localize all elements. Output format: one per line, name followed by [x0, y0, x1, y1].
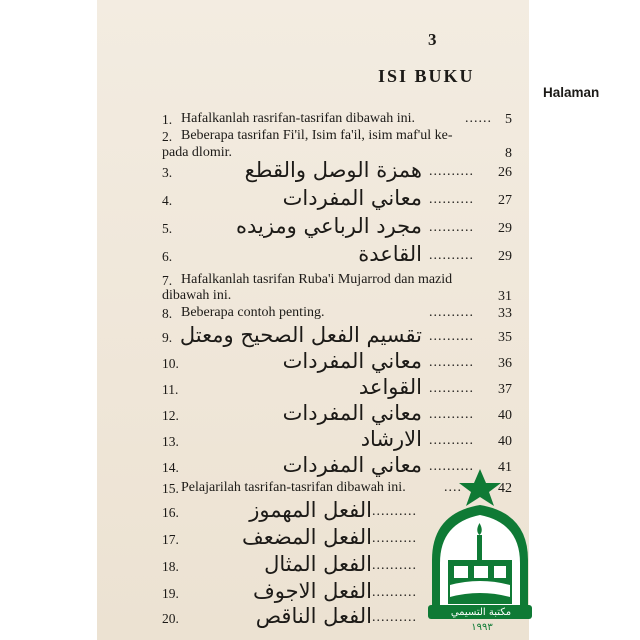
entry-leader-dots: .... [444, 480, 462, 495]
entry-leader-dots: .......... [429, 355, 474, 370]
entry-number: 11. [162, 382, 179, 397]
entry-page: 31 [498, 289, 512, 304]
entry-arabic-title: الفعل الناقص [255, 604, 372, 628]
entry-number: 3. [162, 165, 173, 180]
entry-page: 26 [498, 165, 512, 180]
entry-number: 10. [162, 356, 179, 371]
toc-entry-5 [162, 214, 512, 242]
entry-number: 15. [162, 481, 179, 496]
entry-title: Beberapa contoh penting. [181, 305, 325, 320]
entry-page: 35 [498, 330, 512, 345]
entry-title-continued: dibawah ini. [162, 288, 232, 303]
entry-page: 29 [498, 221, 512, 236]
entry-number: 6. [162, 249, 173, 264]
column-header-halaman: Halaman [543, 85, 600, 100]
entry-arabic-title: معاني المفردات [282, 401, 422, 425]
entry-page: 41 [498, 460, 512, 475]
toc-entry-10 [162, 349, 512, 377]
entry-number: 12. [162, 408, 179, 423]
entry-number: 17. [162, 532, 179, 547]
entry-number: 2. [162, 129, 173, 144]
page-title: ISI BUKU [378, 66, 475, 86]
entry-arabic-title: همزة الوصل والقطع [244, 158, 422, 182]
entry-leader-dots: .......... [372, 531, 417, 546]
entry-title-continued: pada dlomir. [162, 145, 232, 160]
entry-leader-dots: .......... [429, 220, 474, 235]
entry-arabic-title: الارشاد [360, 427, 422, 451]
entry-arabic-title: معاني المفردات [282, 349, 422, 373]
entry-page: 42 [498, 481, 512, 496]
entry-leader-dots: .......... [372, 585, 417, 600]
entry-leader-dots: .......... [429, 381, 474, 396]
entry-number: 4. [162, 193, 173, 208]
entry-title: Beberapa tasrifan Fi'il, Isim fa'il, isim maf'ul ke- [181, 128, 453, 143]
entry-leader-dots: .......... [429, 248, 474, 263]
entry-arabic-title: الفعل المضعف [241, 525, 372, 549]
entry-leader-dots: .......... [429, 459, 474, 474]
entry-number: 9. [162, 330, 173, 345]
entry-leader-dots: ...... [465, 111, 492, 126]
entry-number: 13. [162, 434, 179, 449]
page-number: 3 [428, 30, 437, 49]
toc-entry-4 [162, 186, 512, 214]
library-year: ١٩٩٣ [471, 622, 493, 633]
toc-entry-6 [162, 242, 512, 270]
entry-page: 40 [498, 434, 512, 449]
entry-number: 1. [162, 112, 173, 127]
entry-number: 14. [162, 460, 179, 475]
entry-leader-dots: .......... [429, 164, 474, 179]
entry-leader-dots: .......... [429, 407, 474, 422]
entry-number: 8. [162, 306, 173, 321]
entry-arabic-title: القاعدة [358, 242, 422, 266]
entry-leader-dots: .......... [429, 305, 474, 320]
toc-entry-12 [162, 401, 512, 429]
entry-page: 37 [498, 382, 512, 397]
entry-title: Hafalkanlah rasrifan-tasrifan dibawah ini. [181, 111, 416, 126]
entry-arabic-title: الفعل المهموز [249, 498, 372, 522]
entry-leader-dots: .......... [372, 504, 417, 519]
toc-entry-9 [162, 323, 512, 351]
entry-number: 5. [162, 221, 173, 236]
toc-entry-3 [162, 158, 512, 186]
entry-number: 19. [162, 586, 179, 601]
entry-arabic-title: تقسيم الفعل الصحيح ومعتل [179, 323, 422, 347]
entry-title: Pelajarilah tasrifan-tasrifan dibawah ini. [181, 480, 406, 495]
toc-entry-13 [162, 427, 512, 455]
entry-leader-dots: .......... [372, 610, 417, 625]
entry-number: 18. [162, 559, 179, 574]
entry-arabic-title: القواعد [358, 375, 422, 399]
entry-arabic-title: الفعل الاجوف [253, 579, 372, 603]
entry-leader-dots: .......... [429, 192, 474, 207]
library-name: مكتبة التسيمي [450, 607, 512, 618]
entry-page: 29 [498, 249, 512, 264]
entry-arabic-title: معاني المفردات [282, 453, 422, 477]
entry-page: 40 [498, 408, 512, 423]
entry-title: Hafalkanlah tasrifan Ruba'i Mujarrod dan mazid [181, 272, 453, 287]
entry-leader-dots: .......... [429, 329, 474, 344]
entry-leader-dots: .......... [429, 433, 474, 448]
entry-number: 20. [162, 611, 179, 626]
entry-arabic-title: مجرد الرباعي ومزيده [235, 214, 422, 238]
entry-arabic-title: معاني المفردات [282, 186, 422, 210]
entry-arabic-title: الفعل المثال [264, 552, 372, 576]
entry-page: 27 [498, 193, 512, 208]
entry-number: 7. [162, 273, 173, 288]
entry-number: 16. [162, 505, 179, 520]
entry-page: 5 [505, 112, 512, 127]
entry-page: 8 [505, 146, 512, 161]
entry-page: 33 [498, 306, 512, 321]
entry-leader-dots: .......... [372, 558, 417, 573]
toc-entry-11 [162, 375, 512, 403]
entry-page: 36 [498, 356, 512, 371]
